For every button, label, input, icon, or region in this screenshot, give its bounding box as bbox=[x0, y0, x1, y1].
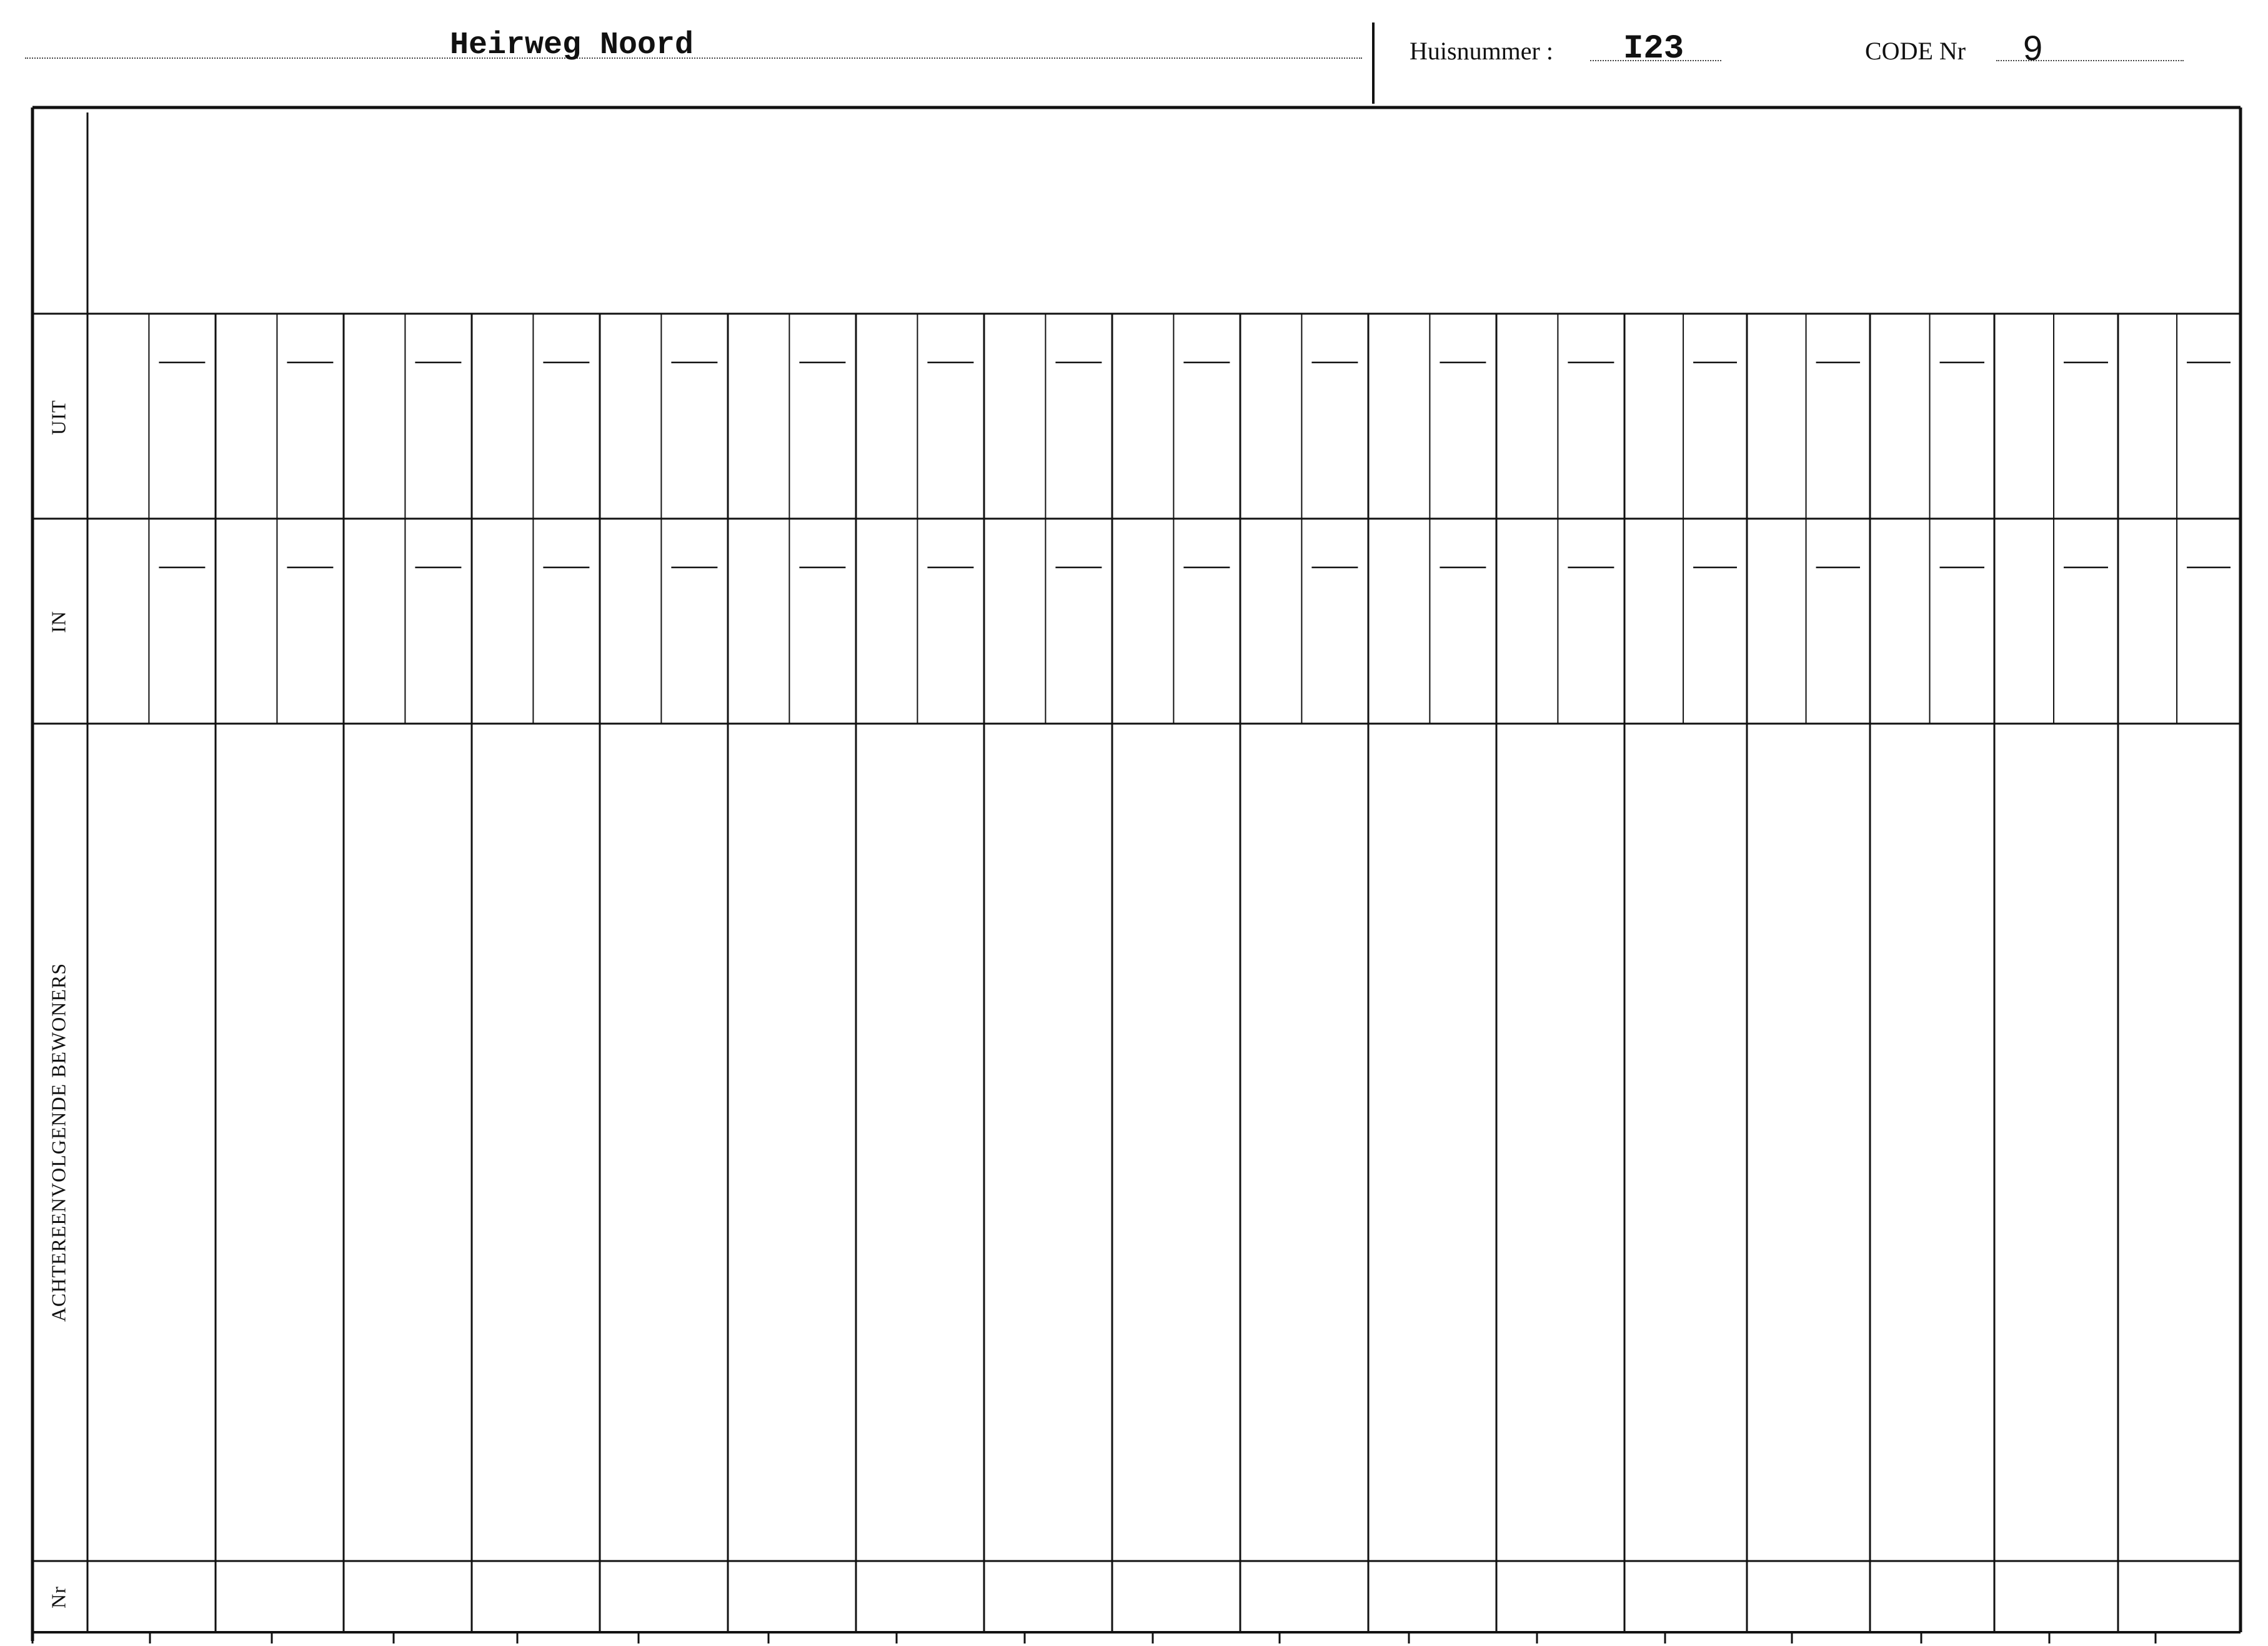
house-number-value: I23 bbox=[1623, 30, 1684, 68]
in-label: IN bbox=[47, 611, 70, 633]
street-name: Heirweg Noord bbox=[450, 27, 694, 63]
code-number-value: 9 bbox=[2023, 28, 2043, 67]
residents-label: ACHTEREENVOLGENDE BEWONERS bbox=[47, 962, 70, 1322]
uit-label: UIT bbox=[47, 399, 70, 436]
house-number-label: Huisnummer : bbox=[1410, 37, 1553, 65]
code-label: CODE Nr bbox=[1865, 37, 1966, 65]
nr-label: Nr bbox=[47, 1586, 70, 1609]
